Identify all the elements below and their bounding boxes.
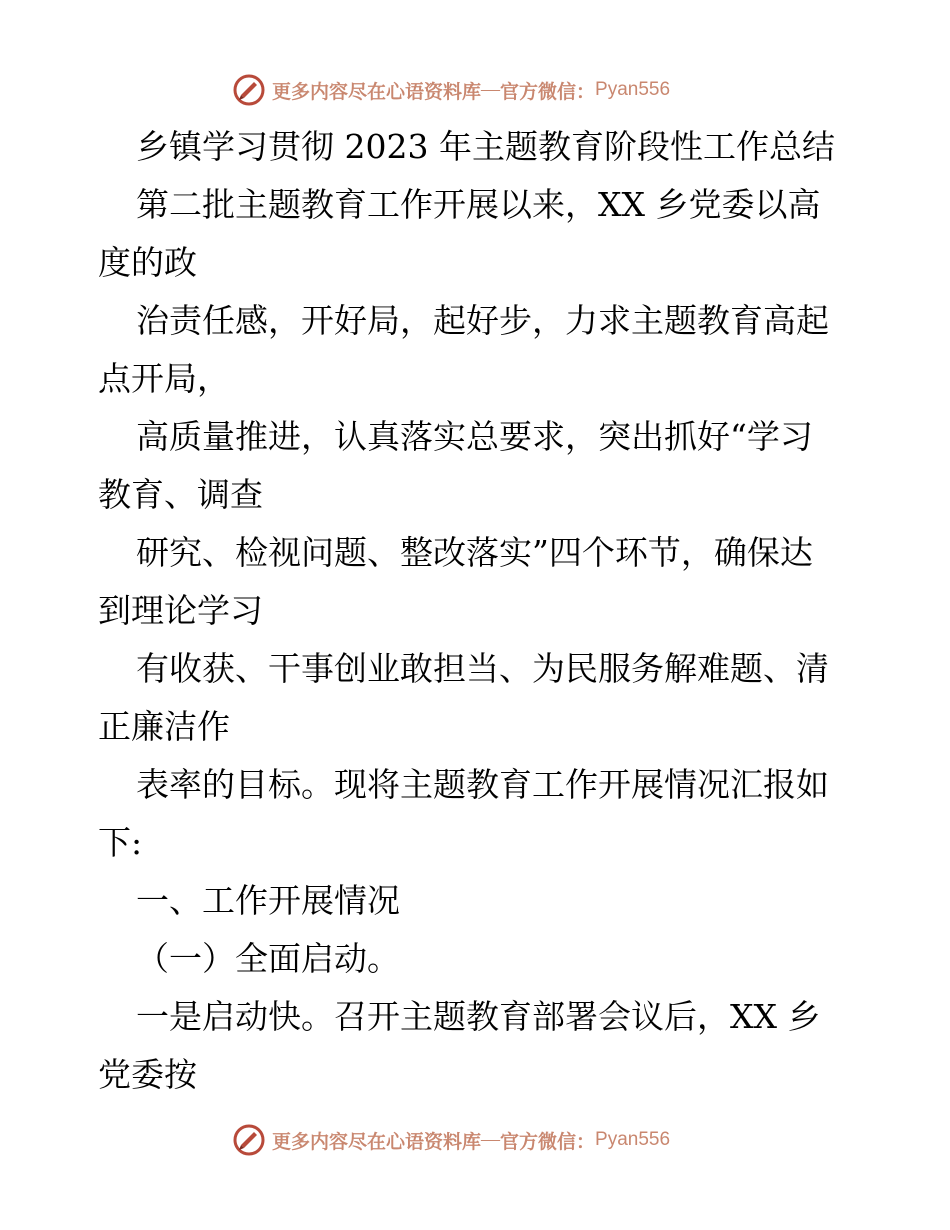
banner-wechat-id: Pyan556 <box>595 1129 671 1150</box>
pen-logo-icon <box>232 1123 266 1157</box>
paragraph-line: 有收获、干事创业敢担当、为民服务解难题、清 <box>136 649 829 688</box>
paragraph-line: 第二批主题教育工作开展以来，XX 乡党委以高 <box>136 185 821 224</box>
paragraph-line: 到理论学习 <box>98 591 263 630</box>
paragraph-line: 度的政 <box>98 243 197 282</box>
pen-logo-icon <box>232 73 266 107</box>
banner-wechat-label: 官方微信： <box>500 80 596 103</box>
paragraph-line: 表率的目标。现将主题教育工作开展情况汇报如 <box>136 765 829 804</box>
subsection-heading: （一）全面启动。 <box>136 939 400 978</box>
footer-banner <box>232 1120 712 1160</box>
document-title: 乡镇学习贯彻 2023 年主题教育阶段性工作总结 <box>136 127 835 166</box>
paragraph-line: 研究、检视问题、整改落实”四个环节，确保达 <box>136 533 813 572</box>
section-heading: 一、工作开展情况 <box>136 881 400 920</box>
paragraph-line: 教育、调查 <box>98 475 263 514</box>
banner-wechat-label: 官方微信： <box>500 1130 596 1153</box>
document-body <box>98 118 858 1104</box>
banner-separator: — <box>481 79 501 100</box>
paragraph-line: 正廉洁作 <box>98 707 230 746</box>
banner-wechat-id: Pyan556 <box>595 79 671 100</box>
banner-separator: — <box>481 1129 501 1150</box>
banner-brand-text: 更多内容尽在心语资料库 <box>272 80 482 103</box>
paragraph-line: 高质量推进，认真落实总要求，突出抓好“学习 <box>136 417 813 456</box>
paragraph-line: 一是启动快。召开主题教育部署会议后，XX 乡 <box>136 997 821 1036</box>
header-banner <box>232 70 712 110</box>
paragraph-line: 治责任感，开好局，起好步，力求主题教育高起 <box>136 301 829 340</box>
paragraph-line: 下: <box>98 823 143 862</box>
paragraph-line: 点开局， <box>98 359 230 398</box>
paragraph-line: 党委按 <box>98 1055 197 1094</box>
banner-brand-text: 更多内容尽在心语资料库 <box>272 1130 482 1153</box>
